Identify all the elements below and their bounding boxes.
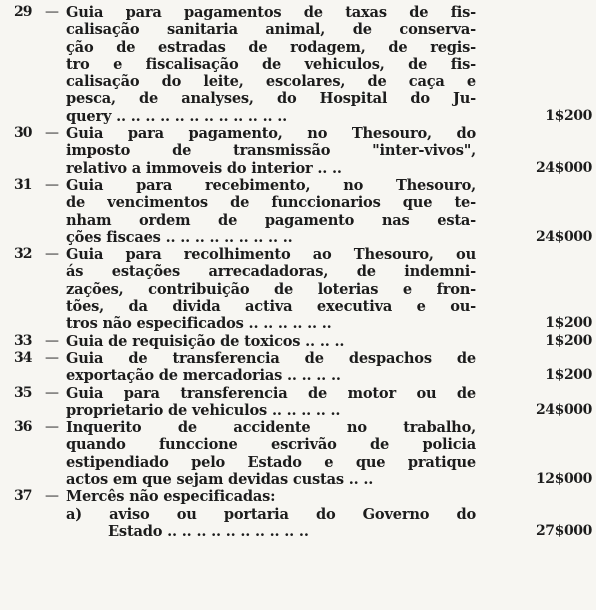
- entry-price: 1$200: [545, 367, 592, 384]
- entry-line: tro e fiscalisação de vehiculos, de fis-: [66, 55, 476, 73]
- entry-price: 12$000: [535, 471, 592, 488]
- entry-price: 1$200: [545, 332, 592, 349]
- entry-line: query .. .. .. .. .. .. .. .. .. .. .. ..: [66, 107, 287, 125]
- entry-number: 36: [14, 419, 32, 436]
- entry-line: Guia para recolhimento ao Thesouro, ou: [66, 246, 476, 264]
- entry-line: Inquerito de accidente no trabalho,: [66, 419, 476, 437]
- entry-34: [14, 350, 592, 385]
- entry-text: [66, 419, 476, 488]
- entry-number: 34: [14, 349, 32, 366]
- entry-dash: —: [45, 176, 59, 193]
- entry-line: Guia para transferencia de motor ou de: [66, 384, 476, 402]
- document-page: [14, 4, 592, 540]
- entry-number: 35: [14, 384, 32, 401]
- entry-number: 33: [14, 332, 32, 349]
- entry-line: nham ordem de pagamento nas esta-: [66, 211, 476, 229]
- entry-text: [66, 4, 476, 125]
- entry-line: Guia de requisição de toxicos .. .. ..: [66, 332, 345, 350]
- entry-text: [66, 333, 476, 350]
- entry-number: 37: [14, 488, 32, 505]
- entry-line: ás estações arrecadadoras, de indemni-: [66, 263, 476, 281]
- entry-line: tões, da divida activa executiva e ou-: [66, 298, 476, 316]
- entry-35: [14, 385, 592, 420]
- entry-37: [14, 488, 592, 505]
- entry-line: calisação sanitaria animal, de conserva-: [66, 21, 476, 39]
- entry-dash: —: [45, 384, 59, 401]
- entry-dash: —: [45, 246, 59, 263]
- entry-line: tros não especificados .. .. .. .. .. ..: [66, 315, 332, 333]
- entry-number: 31: [14, 176, 32, 193]
- entry-line: pesca, de analyses, do Hospital do Ju-: [66, 90, 476, 108]
- entry-dash: —: [45, 125, 59, 142]
- entry-dash: —: [45, 419, 59, 436]
- entry-dash: —: [45, 349, 59, 366]
- entry-36: [14, 419, 592, 488]
- entry-price: 24$000: [535, 159, 592, 176]
- entry-line: Guia para pagamentos de taxas de fis-: [66, 4, 476, 21]
- sub-entry-text: [66, 506, 476, 541]
- entry-text: [66, 125, 476, 177]
- entry-text: [66, 350, 476, 385]
- entry-price: 1$200: [545, 315, 592, 332]
- entry-line: Guia para recebimento, no Thesouro,: [66, 176, 476, 194]
- entry-30: [14, 125, 592, 177]
- entry-line: imposto de transmissão "inter-vivos",: [66, 142, 476, 160]
- entry-line: Guia de transferencia de despachos de: [66, 349, 476, 367]
- entry-line: ção de estradas de rodagem, de regis-: [66, 38, 476, 56]
- entry-price: 24$000: [535, 401, 592, 418]
- entry-text: [66, 385, 476, 420]
- entry-line: relativo a immoveis do interior .. ..: [66, 159, 342, 177]
- entry-32: [14, 246, 592, 332]
- entry-line: estipendiado pelo Estado e que pratique: [66, 453, 476, 471]
- entry-dash: —: [45, 488, 59, 505]
- entry-number: 32: [14, 246, 32, 263]
- entry-price: 24$000: [535, 228, 592, 245]
- entry-line: exportação de mercadorias .. .. .. ..: [66, 367, 341, 385]
- entry-line: proprietario de vehiculos .. .. .. .. ..: [66, 401, 341, 419]
- entry-31: [14, 177, 592, 246]
- entry-number: 29: [14, 4, 32, 20]
- sub-entry-price: 27$000: [535, 522, 592, 539]
- entry-33: [14, 333, 592, 350]
- entry-line: actos em que sejam devidas custas .. ..: [66, 471, 374, 489]
- entry-dash: —: [45, 4, 59, 20]
- entry-line: Guia para pagamento, no Thesouro, do: [66, 125, 476, 143]
- entry-line: de vencimentos de funccionarios que te-: [66, 194, 476, 212]
- entry-29: [14, 4, 592, 125]
- entry-37-a: [14, 506, 592, 541]
- sub-entry-line: a) aviso ou portaria do Governo do: [66, 505, 476, 523]
- entry-text: [66, 177, 476, 246]
- entry-line: calisação do leite, escolares, de caça e: [66, 73, 476, 91]
- sub-entry-line: Estado .. .. .. .. .. .. .. .. .. ..: [108, 522, 309, 540]
- entry-text: [66, 488, 476, 505]
- entry-line: Mercês não especificadas:: [66, 488, 276, 506]
- entry-line: ções fiscaes .. .. .. .. .. .. .. .. ..: [66, 228, 293, 246]
- entry-number: 30: [14, 125, 32, 142]
- entry-dash: —: [45, 332, 59, 349]
- entry-line: quando funccione escrivão de policia: [66, 436, 476, 454]
- entry-line: zações, contribuição de loterias e fron-: [66, 280, 476, 298]
- entry-text: [66, 246, 476, 332]
- entry-price: 1$200: [545, 107, 592, 124]
